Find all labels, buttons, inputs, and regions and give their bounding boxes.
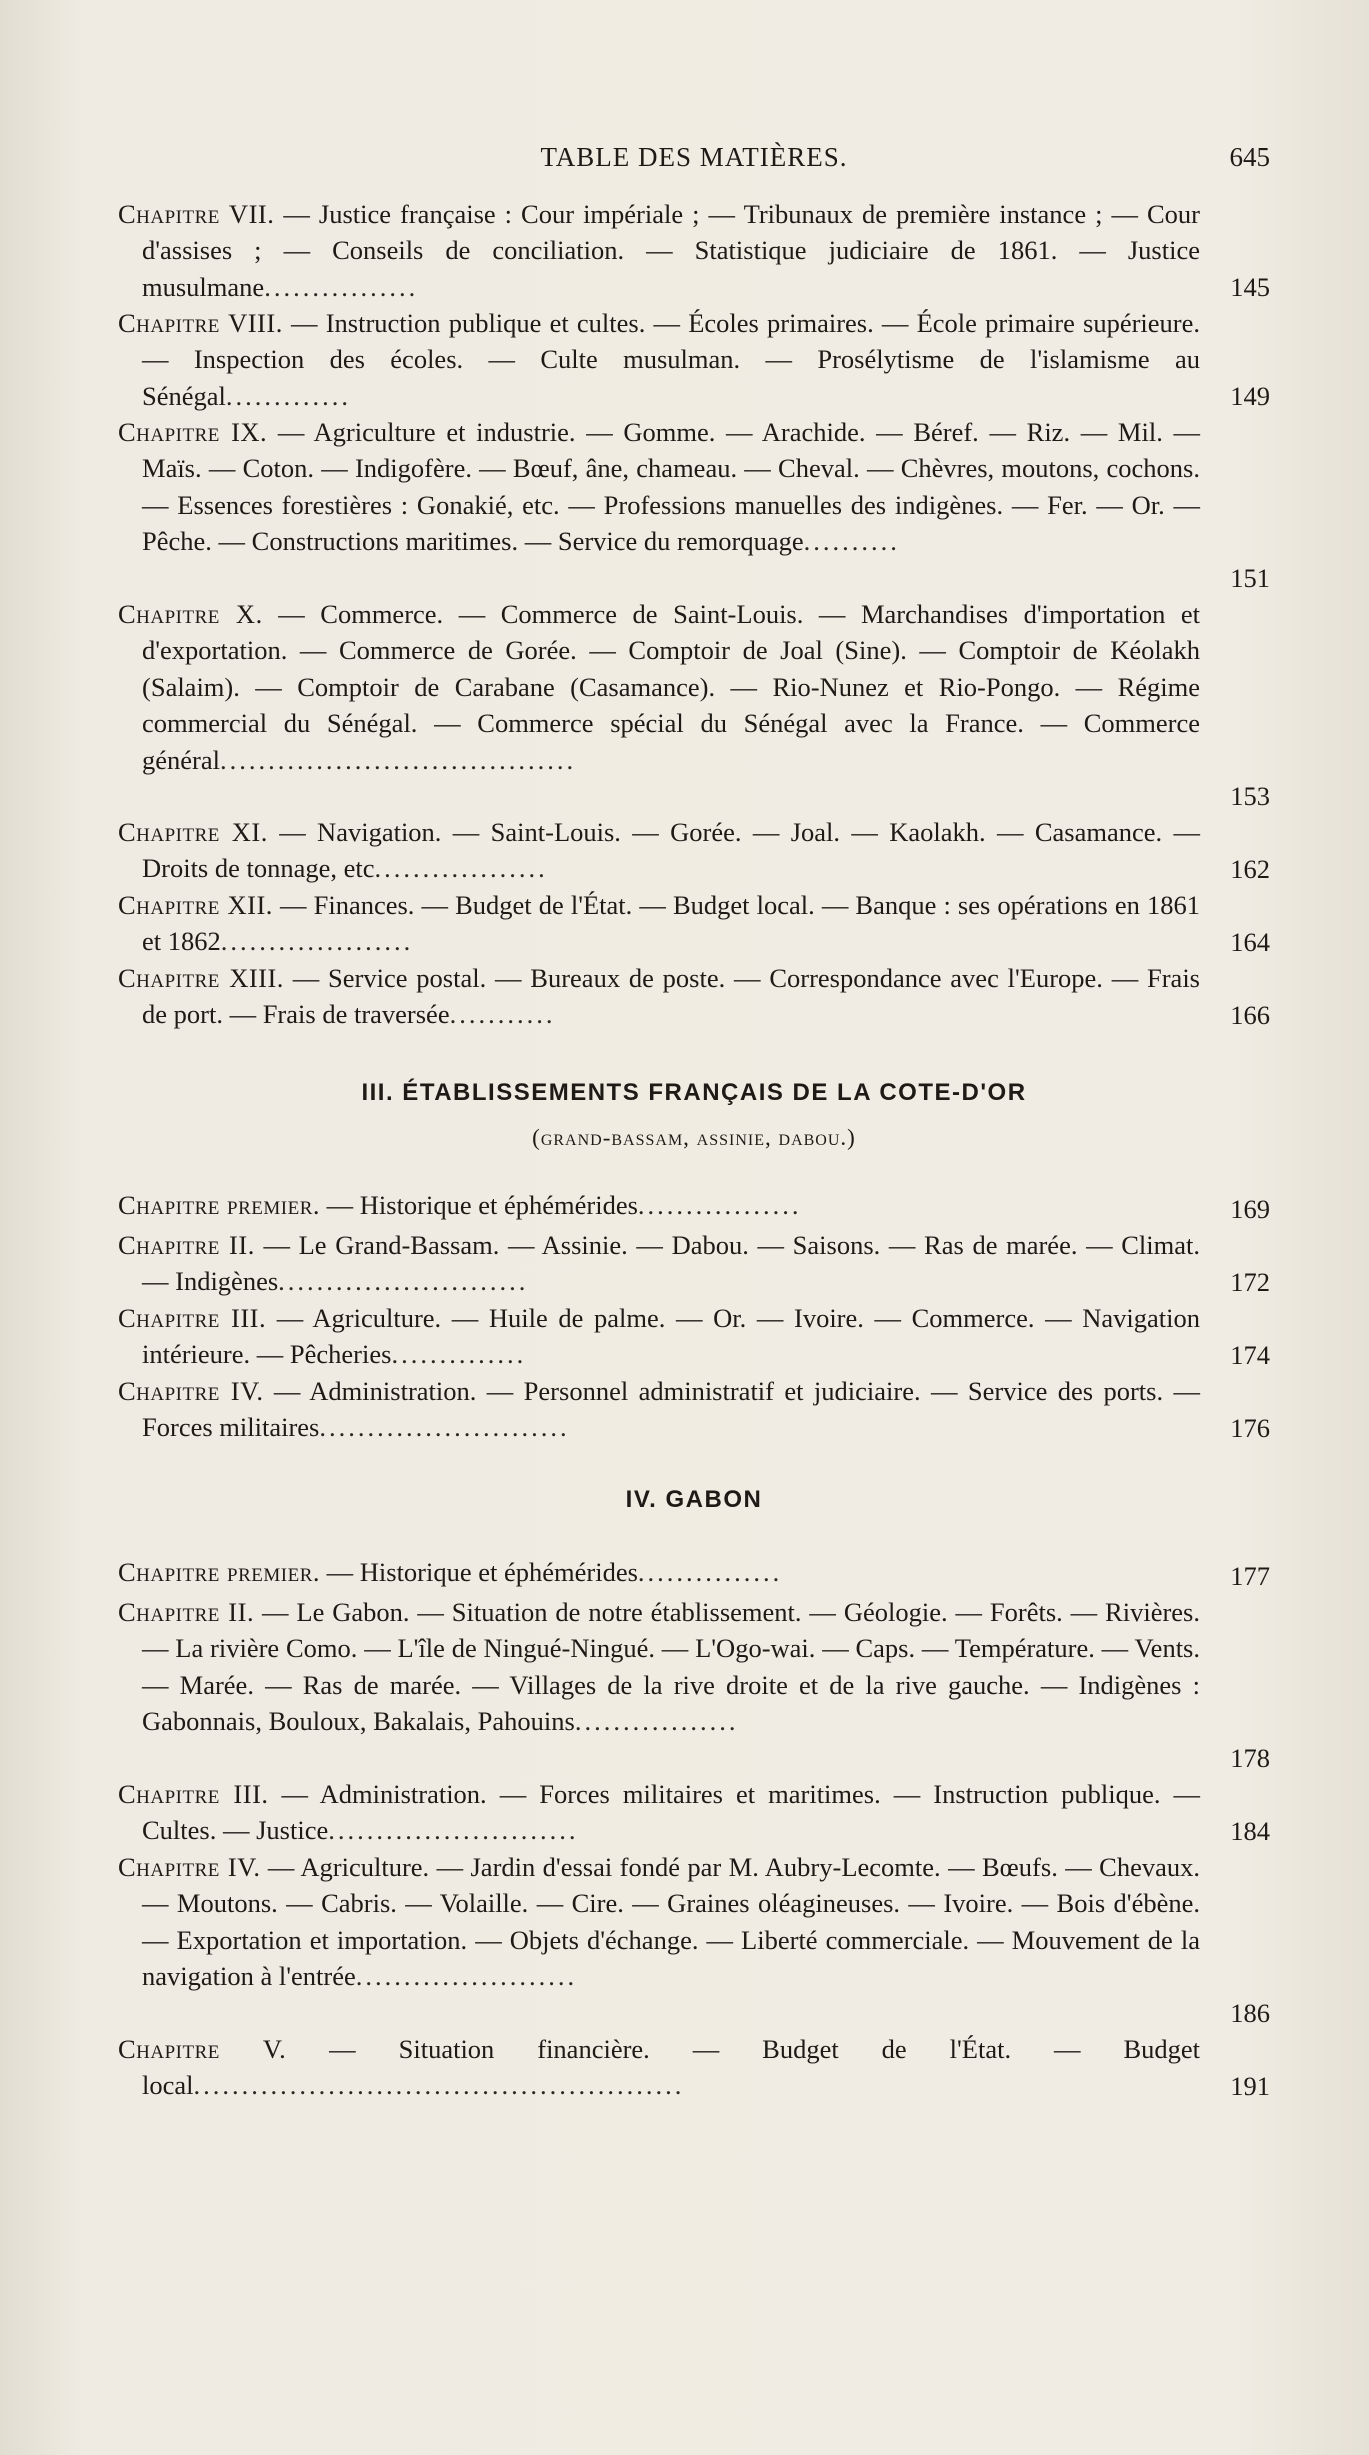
chapter-text: — Agriculture. — Jardin d'essai fondé par M. Aubry-Lecomte. — Bœufs. — Chevaux. — Moutons. — Cabris. — Volaille. — Cire. — Graines oléagineuses. — Ivoire. — Bois d'ébène. — Exportation et importation. — Objets d'échange. — Liberté commerciale. — Mouvement de la navigation à l'entrée bbox=[142, 1852, 1200, 1992]
chapter-text: — Finances. — Budget de l'État. — Budget local. — Banque : ses opérations en 1861 et 1862 bbox=[142, 890, 1200, 957]
chapter-label: Chapitre III. bbox=[118, 1779, 269, 1809]
chapter-text: — Administration. — Forces militaires et maritimes. — Instruction publique. — Cultes. — Justice bbox=[142, 1779, 1200, 1846]
chapter-page: 169 bbox=[1230, 1193, 1270, 1224]
chapter-label: Chapitre X. bbox=[118, 599, 263, 629]
toc-entry bbox=[118, 2031, 1270, 2104]
dot-leader: ............... bbox=[637, 1557, 783, 1587]
toc-entry bbox=[118, 305, 1270, 414]
chapter-text: — Navigation. — Saint-Louis. — Gorée. — Joal. — Kaolakh. — Casamance. — Droits de tonnage, etc bbox=[142, 817, 1200, 884]
chapter-page: 191 bbox=[1230, 2070, 1270, 2101]
toc-entry bbox=[118, 1554, 1270, 1594]
chapter-text: — Situation financière. — Budget de l'État. — Budget local bbox=[142, 2034, 1201, 2101]
toc-entry bbox=[118, 1187, 1270, 1227]
section-subtitle: (grand-bassam, assinie, dabou.) bbox=[532, 1125, 856, 1150]
dot-leader: ................. bbox=[574, 1706, 739, 1737]
section-title: III. ÉTABLISSEMENTS FRANÇAIS DE LA COTE-D'OR bbox=[361, 1079, 1027, 1106]
chapter-page: 164 bbox=[1230, 926, 1270, 957]
chapter-page: 145 bbox=[1230, 271, 1270, 302]
dot-leader: .......................... bbox=[319, 1412, 570, 1443]
chapter-label: Chapitre IV. bbox=[118, 1376, 264, 1406]
chapter-label: Chapitre II. bbox=[118, 1230, 255, 1260]
dot-leader: ................ bbox=[264, 271, 419, 302]
dot-leader: .................... bbox=[220, 926, 414, 957]
chapter-label: Chapitre II. bbox=[118, 1597, 255, 1627]
toc-entry bbox=[118, 1776, 1270, 1849]
chapter-page: 186 bbox=[1230, 1997, 1270, 2028]
chapter-label: Chapitre XII. bbox=[118, 890, 273, 920]
chapter-label: Chapitre XI. bbox=[118, 817, 268, 847]
chapter-page: 153 bbox=[1230, 780, 1270, 811]
toc-entry bbox=[118, 414, 1270, 596]
dot-leader: .......................... bbox=[328, 1815, 579, 1846]
chapter-label: Chapitre VII. bbox=[118, 199, 275, 229]
running-title: TABLE DES MATIÈRES. bbox=[540, 142, 848, 172]
chapter-label: Chapitre IX. bbox=[118, 417, 268, 447]
toc-entry bbox=[118, 1594, 1270, 1776]
toc-entry bbox=[118, 196, 1270, 305]
chapter-text: — Historique et éphémérides bbox=[320, 1190, 638, 1220]
chapter-label: Chapitre VIII. bbox=[118, 308, 283, 338]
dot-leader: ........... bbox=[449, 999, 556, 1030]
chapter-text: — Agriculture. — Huile de palme. — Or. — Ivoire. — Commerce. — Navigation intérieure. — Pêcheries bbox=[142, 1303, 1201, 1370]
chapter-page: 151 bbox=[1230, 562, 1270, 593]
dot-leader: .......................... bbox=[278, 1266, 529, 1297]
chapter-text: — Justice française : Cour impériale ; — Tribunaux de première instance ; — Cour d'assises ; — Conseils de conciliation. — Statistique judiciaire de 1861. — Justice musulmane bbox=[142, 199, 1200, 302]
dot-leader: .......... bbox=[803, 526, 900, 557]
chapter-text: — Le Grand-Bassam. — Assinie. — Dabou. — Saisons. — Ras de marée. — Climat. — Indigènes bbox=[142, 1230, 1201, 1297]
chapter-page: 176 bbox=[1230, 1412, 1270, 1443]
chapter-text: — Instruction publique et cultes. — Écoles primaires. — École primaire supérieure. — Inspection des écoles. — Culte musulman. — Prosélytisme de l'islamisme au Sénégal bbox=[142, 308, 1201, 411]
chapter-label: Chapitre V. bbox=[118, 2034, 287, 2064]
chapter-page: 177 bbox=[1230, 1560, 1270, 1591]
dot-leader: ............. bbox=[225, 380, 352, 411]
chapter-page: 172 bbox=[1230, 1266, 1270, 1297]
chapter-label: Chapitre premier. bbox=[118, 1190, 320, 1220]
toc-entry bbox=[118, 1373, 1270, 1446]
table-of-contents bbox=[118, 196, 1270, 2104]
chapter-text: — Commerce. — Commerce de Saint-Louis. — Marchandises d'importation et d'exportation. — Commerce de Gorée. — Comptoir de Joal (Sine). — Comptoir de Kéolakh (Salaim). — Comptoir de Carabane (Casamance). — Rio-Nunez et Rio-Pongo. — Régime commercial du Sénégal. — Commerce spécial du Sénégal avec la France. — Commerce général bbox=[142, 599, 1200, 775]
toc-entry bbox=[118, 887, 1270, 960]
chapter-page: 178 bbox=[1230, 1742, 1270, 1773]
dot-leader: ....................... bbox=[355, 1961, 578, 1992]
chapter-label: Chapitre premier. bbox=[118, 1557, 320, 1587]
chapter-page: 149 bbox=[1230, 380, 1270, 411]
dot-leader: ..................................... bbox=[219, 744, 577, 775]
dot-leader: ................................................... bbox=[193, 2070, 685, 2101]
chapter-label: Chapitre III. bbox=[118, 1303, 267, 1333]
chapter-label: Chapitre XIII. bbox=[118, 963, 284, 993]
page-number: 645 bbox=[1229, 142, 1270, 172]
chapter-page: 174 bbox=[1230, 1339, 1270, 1370]
chapter-page: 184 bbox=[1230, 1815, 1270, 1846]
toc-entry bbox=[118, 1300, 1270, 1373]
running-header bbox=[118, 142, 1270, 182]
chapter-text: — Le Gabon. — Situation de notre établissement. — Géologie. — Forêts. — Rivières. — La rivière Como. — L'île de Ningué-Ningué. — L'Ogo-wai. — Caps. — Température. — Vents. — Marée. — Ras de marée. — Villages de la rive droite et de la rive gauche. — Indigènes : Gabonnais, Bouloux, Bakalais, Pahouins bbox=[142, 1597, 1200, 1737]
chapter-text: — Historique et éphémérides bbox=[320, 1557, 638, 1587]
dot-leader: .................. bbox=[374, 853, 548, 884]
toc-entry bbox=[118, 1227, 1270, 1300]
chapter-text: — Administration. — Personnel administratif et judiciaire. — Service des ports. — Forces militaires bbox=[142, 1376, 1200, 1443]
chapter-label: Chapitre IV. bbox=[118, 1852, 261, 1882]
section-title: IV. GABON bbox=[625, 1486, 763, 1513]
chapter-text: — Service postal. — Bureaux de poste. — Correspondance avec l'Europe. — Frais de port. — Frais de traversée bbox=[142, 963, 1200, 1030]
chapter-page: 162 bbox=[1230, 853, 1270, 884]
chapter-text: — Agriculture et industrie. — Gomme. — Arachide. — Béref. — Riz. — Mil. — Maïs. — Coton. — Indigofère. — Bœuf, âne, chameau. — Cheval. — Chèvres, moutons, cochons. — Essences forestières : Gonakié, etc. — Professions manuelles des indigènes. — Fer. — Or. — Pêche. — Constructions maritimes. — Service du remorquage bbox=[142, 417, 1200, 557]
toc-entry bbox=[118, 596, 1270, 814]
toc-entry bbox=[118, 814, 1270, 887]
dot-leader: .............. bbox=[391, 1339, 527, 1370]
toc-entry bbox=[118, 1849, 1270, 2031]
dot-leader: ................. bbox=[637, 1190, 802, 1220]
toc-entry bbox=[118, 960, 1270, 1033]
chapter-page: 166 bbox=[1230, 999, 1270, 1030]
